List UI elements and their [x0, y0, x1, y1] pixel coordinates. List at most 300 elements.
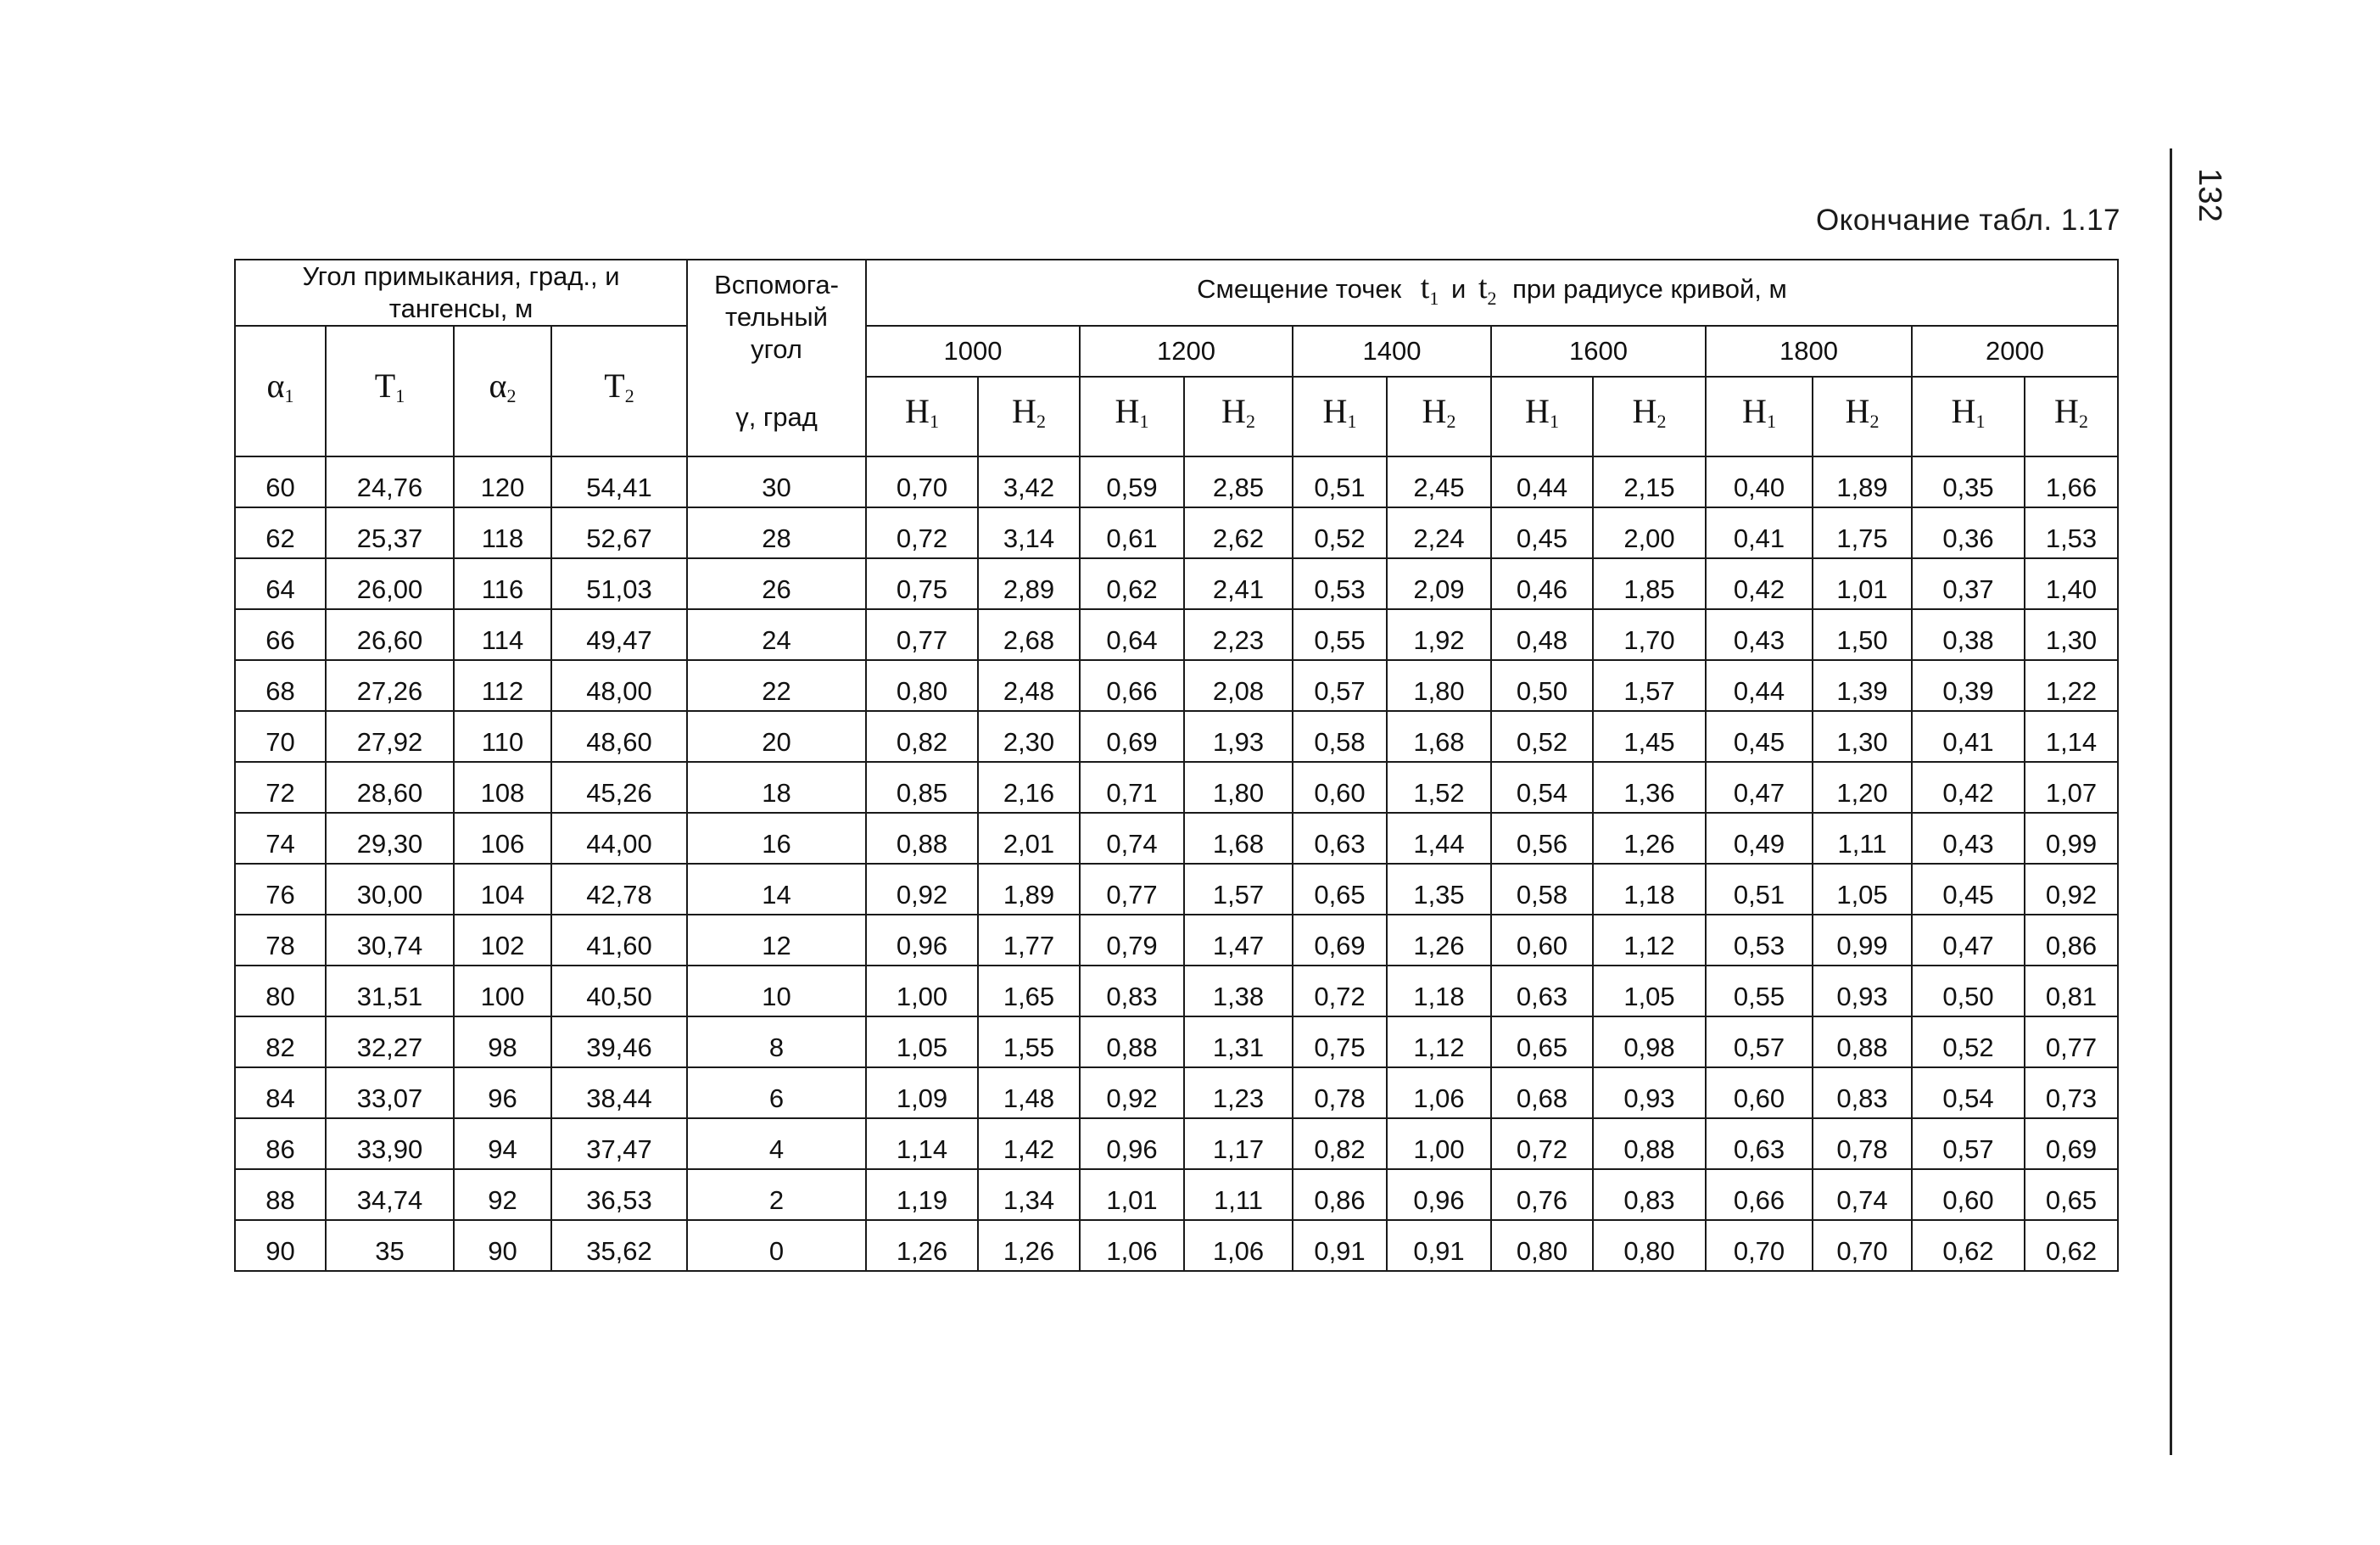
- col-symbol-1: $T_1$: [326, 326, 454, 456]
- table-cell: 32,27: [326, 1016, 454, 1067]
- table-cell: 2: [687, 1169, 866, 1220]
- table-cell: 3,14: [978, 507, 1080, 558]
- table-cell: 0,99: [1813, 915, 1912, 966]
- table-cell: 0,75: [866, 558, 978, 609]
- table-cell: 98: [454, 1016, 551, 1067]
- table-cell: 0,86: [2025, 915, 2118, 966]
- table-cell: 0,63: [1706, 1118, 1813, 1169]
- table-cell: 6: [687, 1067, 866, 1118]
- table-cell: 1,01: [1080, 1169, 1184, 1220]
- table-cell: 0,80: [1593, 1220, 1706, 1271]
- table-cell: 1,45: [1593, 711, 1706, 762]
- table-cell: 1,75: [1813, 507, 1912, 558]
- table-cell: 104: [454, 864, 551, 915]
- table-cell: 1,00: [1387, 1118, 1491, 1169]
- table-cell: 26,60: [326, 609, 454, 660]
- table-cell: 54,41: [551, 456, 687, 507]
- table-cell: 1,06: [1387, 1067, 1491, 1118]
- table-cell: 28: [687, 507, 866, 558]
- table-cell: 0,73: [2025, 1067, 2118, 1118]
- table-cell: 0,98: [1593, 1016, 1706, 1067]
- table-cell: 0,83: [1080, 966, 1184, 1016]
- table-cell: 0,88: [1593, 1118, 1706, 1169]
- table-cell: 30,74: [326, 915, 454, 966]
- table-row: [235, 558, 2118, 609]
- table-cell: 96: [454, 1067, 551, 1118]
- h1-header-4: $H_1$: [1706, 377, 1813, 456]
- table-cell: 0,66: [1080, 660, 1184, 711]
- table-cell: 42,78: [551, 864, 687, 915]
- table-cell: 2,23: [1184, 609, 1293, 660]
- table-cell: 51,03: [551, 558, 687, 609]
- table-cell: 70: [235, 711, 326, 762]
- table-cell: 1,92: [1387, 609, 1491, 660]
- table-cell: 48,00: [551, 660, 687, 711]
- table-cell: 0,59: [1080, 456, 1184, 507]
- table-cell: 1,18: [1387, 966, 1491, 1016]
- table-cell: 41,60: [551, 915, 687, 966]
- table-cell: 2,16: [978, 762, 1080, 813]
- table-cell: 26: [687, 558, 866, 609]
- table-cell: 0,65: [1293, 864, 1387, 915]
- table-cell: 0,62: [1912, 1220, 2025, 1271]
- table-cell: 30: [687, 456, 866, 507]
- table-cell: 18: [687, 762, 866, 813]
- table-cell: 1,06: [1184, 1220, 1293, 1271]
- table-cell: 37,47: [551, 1118, 687, 1169]
- table-cell: 38,44: [551, 1067, 687, 1118]
- table-cell: 0,43: [1706, 609, 1813, 660]
- table-cell: 114: [454, 609, 551, 660]
- table-cell: 1,70: [1593, 609, 1706, 660]
- table-cell: 106: [454, 813, 551, 864]
- table-cell: 1,05: [1813, 864, 1912, 915]
- table-cell: 1,34: [978, 1169, 1080, 1220]
- table-cell: 2,01: [978, 813, 1080, 864]
- table-cell: 2,62: [1184, 507, 1293, 558]
- table-cell: 0,99: [2025, 813, 2118, 864]
- offset-prefix: Смещение точек: [1197, 273, 1402, 304]
- table-cell: 26,00: [326, 558, 454, 609]
- table-cell: 0,56: [1491, 813, 1593, 864]
- table-cell: 0,47: [1912, 915, 2025, 966]
- table-cell: 0,78: [1813, 1118, 1912, 1169]
- radius-header-0: 1000: [866, 326, 1080, 377]
- table-cell: 0,88: [866, 813, 978, 864]
- right-margin-rule: [2170, 148, 2172, 1455]
- table-cell: 1,31: [1184, 1016, 1293, 1067]
- table-cell: 0,96: [866, 915, 978, 966]
- angle-group-header: Угол примыкания, град., и тангенсы, м: [235, 260, 687, 326]
- offset-suffix: при радиусе кривой, м: [1512, 273, 1787, 304]
- table-cell: 1,26: [1593, 813, 1706, 864]
- table-cell: 35: [326, 1220, 454, 1271]
- table-cell: 4: [687, 1118, 866, 1169]
- table-cell: 1,65: [978, 966, 1080, 1016]
- table-cell: 1,26: [866, 1220, 978, 1271]
- table-row: [235, 1016, 2118, 1067]
- table-cell: 1,18: [1593, 864, 1706, 915]
- table-cell: 1,20: [1813, 762, 1912, 813]
- table-cell: 60: [235, 456, 326, 507]
- table-row: [235, 711, 2118, 762]
- table-cell: 0,38: [1912, 609, 2025, 660]
- table-cell: 0,44: [1491, 456, 1593, 507]
- table-cell: 1,55: [978, 1016, 1080, 1067]
- table-cell: 14: [687, 864, 866, 915]
- table-cell: 1,00: [866, 966, 978, 1016]
- table-cell: 16: [687, 813, 866, 864]
- table-cell: 108: [454, 762, 551, 813]
- table-cell: 0,96: [1387, 1169, 1491, 1220]
- t2-symbol: $t_2$: [1478, 269, 1497, 309]
- table-cell: 90: [235, 1220, 326, 1271]
- table-cell: 22: [687, 660, 866, 711]
- table-cell: 1,52: [1387, 762, 1491, 813]
- table-cell: 35,62: [551, 1220, 687, 1271]
- table-cell: 88: [235, 1169, 326, 1220]
- table-cell: 0,69: [2025, 1118, 2118, 1169]
- table-cell: 2,89: [978, 558, 1080, 609]
- table-cell: 1,42: [978, 1118, 1080, 1169]
- table-cell: 1,57: [1184, 864, 1293, 915]
- table-cell: 0,58: [1491, 864, 1593, 915]
- table-cell: 1,26: [1387, 915, 1491, 966]
- radius-header-1: 1200: [1080, 326, 1293, 377]
- table-cell: 1,89: [1813, 456, 1912, 507]
- table-cell: 86: [235, 1118, 326, 1169]
- table-cell: 0,88: [1813, 1016, 1912, 1067]
- table-cell: 49,47: [551, 609, 687, 660]
- table-cell: 40,50: [551, 966, 687, 1016]
- table-cell: 1,77: [978, 915, 1080, 966]
- table-cell: 27,26: [326, 660, 454, 711]
- table-cell: 0,43: [1912, 813, 2025, 864]
- table-cell: 1,14: [866, 1118, 978, 1169]
- table-cell: 0,42: [1912, 762, 2025, 813]
- aux-angle-header: [687, 260, 866, 456]
- table-cell: 1,17: [1184, 1118, 1293, 1169]
- table-cell: 0,65: [2025, 1169, 2118, 1220]
- table-row: [235, 966, 2118, 1016]
- h2-header-5: $H_2$: [2025, 377, 2118, 456]
- table-cell: 1,39: [1813, 660, 1912, 711]
- table-cell: 2,24: [1387, 507, 1491, 558]
- table-cell: 0,92: [2025, 864, 2118, 915]
- table-cell: 72: [235, 762, 326, 813]
- table-cell: 0,46: [1491, 558, 1593, 609]
- table-cell: 0,41: [1912, 711, 2025, 762]
- table-cell: 29,30: [326, 813, 454, 864]
- table-cell: 2,09: [1387, 558, 1491, 609]
- table-cell: 2,48: [978, 660, 1080, 711]
- table-cell: 36,53: [551, 1169, 687, 1220]
- table-cell: 0: [687, 1220, 866, 1271]
- table-cell: 44,00: [551, 813, 687, 864]
- table-cell: 0,66: [1706, 1169, 1813, 1220]
- table-cell: 76: [235, 864, 326, 915]
- table-cell: 0,51: [1293, 456, 1387, 507]
- table-cell: 0,77: [2025, 1016, 2118, 1067]
- table-cell: 118: [454, 507, 551, 558]
- table-cell: 0,57: [1293, 660, 1387, 711]
- table-cell: 0,60: [1491, 915, 1593, 966]
- table-cell: 0,54: [1491, 762, 1593, 813]
- table-cell: 0,60: [1293, 762, 1387, 813]
- table-cell: 92: [454, 1169, 551, 1220]
- table-cell: 0,82: [866, 711, 978, 762]
- table-cell: 1,40: [2025, 558, 2118, 609]
- table-cell: 68: [235, 660, 326, 711]
- table-cell: 31,51: [326, 966, 454, 1016]
- t1-symbol: $t_1$: [1420, 269, 1439, 309]
- radius-header-4: 1800: [1706, 326, 1912, 377]
- table-cell: 0,69: [1293, 915, 1387, 966]
- table-cell: 20: [687, 711, 866, 762]
- table-cell: 1,30: [1813, 711, 1912, 762]
- table-cell: 120: [454, 456, 551, 507]
- table-cell: 48,60: [551, 711, 687, 762]
- table-cell: 1,23: [1184, 1067, 1293, 1118]
- table-cell: 0,92: [1080, 1067, 1184, 1118]
- table-cell: 80: [235, 966, 326, 1016]
- table-cell: 0,63: [1293, 813, 1387, 864]
- table-cell: 0,83: [1813, 1067, 1912, 1118]
- table-cell: 25,37: [326, 507, 454, 558]
- table-cell: 45,26: [551, 762, 687, 813]
- table-cell: 0,53: [1293, 558, 1387, 609]
- table-cell: 0,96: [1080, 1118, 1184, 1169]
- table-cell: 0,51: [1706, 864, 1813, 915]
- table-cell: 0,93: [1813, 966, 1912, 1016]
- table-cell: 24: [687, 609, 866, 660]
- table-cell: 0,68: [1491, 1067, 1593, 1118]
- h1-header-2: $H_1$: [1293, 377, 1387, 456]
- h1-header-5: $H_1$: [1912, 377, 2025, 456]
- col-symbol-3: $T_2$: [551, 326, 687, 456]
- table-row: [235, 762, 2118, 813]
- table-cell: 8: [687, 1016, 866, 1067]
- table-cell: 0,55: [1706, 966, 1813, 1016]
- table-cell: 0,72: [866, 507, 978, 558]
- table-cell: 0,74: [1813, 1169, 1912, 1220]
- table-caption: Окончание табл. 1.17: [1815, 204, 2120, 237]
- table-cell: 0,70: [1813, 1220, 1912, 1271]
- table-cell: 0,83: [1593, 1169, 1706, 1220]
- col-symbol-0: $\alpha_1$: [235, 326, 326, 456]
- table-cell: 0,85: [866, 762, 978, 813]
- table-cell: 0,45: [1706, 711, 1813, 762]
- table-cell: 84: [235, 1067, 326, 1118]
- table-cell: 0,61: [1080, 507, 1184, 558]
- table-cell: 3,42: [978, 456, 1080, 507]
- table-cell: 0,36: [1912, 507, 2025, 558]
- table-cell: 66: [235, 609, 326, 660]
- data-table: [234, 259, 2119, 1272]
- table-row: [235, 813, 2118, 864]
- table-cell: 0,65: [1491, 1016, 1593, 1067]
- radius-header-2: 1400: [1293, 326, 1491, 377]
- table-cell: 90: [454, 1220, 551, 1271]
- table-cell: 1,48: [978, 1067, 1080, 1118]
- table-header: [235, 260, 2118, 456]
- table-cell: 1,22: [2025, 660, 2118, 711]
- table-cell: 112: [454, 660, 551, 711]
- table-cell: 0,57: [1912, 1118, 2025, 1169]
- table-cell: 0,81: [2025, 966, 2118, 1016]
- table-cell: 2,68: [978, 609, 1080, 660]
- table-cell: 0,80: [866, 660, 978, 711]
- table-cell: 27,92: [326, 711, 454, 762]
- col-symbol-2: $\alpha_2$: [454, 326, 551, 456]
- table-cell: 0,50: [1912, 966, 2025, 1016]
- table-cell: 0,63: [1491, 966, 1593, 1016]
- table-cell: 0,40: [1706, 456, 1813, 507]
- table-cell: 0,70: [866, 456, 978, 507]
- table-cell: 0,72: [1293, 966, 1387, 1016]
- table-cell: 2,41: [1184, 558, 1293, 609]
- table-cell: 0,69: [1080, 711, 1184, 762]
- table-cell: 0,60: [1706, 1067, 1813, 1118]
- offset-and: и: [1450, 273, 1467, 304]
- table-cell: 2,30: [978, 711, 1080, 762]
- table-cell: 2,08: [1184, 660, 1293, 711]
- table-cell: 0,80: [1491, 1220, 1593, 1271]
- table-cell: 1,05: [1593, 966, 1706, 1016]
- table-cell: 1,57: [1593, 660, 1706, 711]
- table-cell: 2,45: [1387, 456, 1491, 507]
- table-cell: 0,52: [1491, 711, 1593, 762]
- table-cell: 2,85: [1184, 456, 1293, 507]
- table-cell: 0,45: [1491, 507, 1593, 558]
- table-cell: 1,12: [1593, 915, 1706, 966]
- table-cell: 1,11: [1184, 1169, 1293, 1220]
- table-cell: 0,91: [1293, 1220, 1387, 1271]
- table-row: [235, 1169, 2118, 1220]
- table-cell: 0,86: [1293, 1169, 1387, 1220]
- table-cell: 0,52: [1293, 507, 1387, 558]
- aux-angle-label: Вспомога-тельный угол: [714, 270, 839, 364]
- table-row: [235, 507, 2118, 558]
- table-cell: 102: [454, 915, 551, 966]
- table-cell: 1,09: [866, 1067, 978, 1118]
- table-cell: 0,39: [1912, 660, 2025, 711]
- table-cell: 39,46: [551, 1016, 687, 1067]
- table-cell: 1,07: [2025, 762, 2118, 813]
- table-cell: 94: [454, 1118, 551, 1169]
- table-cell: 33,90: [326, 1118, 454, 1169]
- table-cell: 1,80: [1184, 762, 1293, 813]
- table-cell: 0,71: [1080, 762, 1184, 813]
- table-cell: 34,74: [326, 1169, 454, 1220]
- table-cell: 24,76: [326, 456, 454, 507]
- table-row: [235, 1067, 2118, 1118]
- table-cell: 1,14: [2025, 711, 2118, 762]
- table-cell: 116: [454, 558, 551, 609]
- h2-header-4: $H_2$: [1813, 377, 1912, 456]
- table-cell: 0,88: [1080, 1016, 1184, 1067]
- table-cell: 0,47: [1706, 762, 1813, 813]
- table-cell: 1,47: [1184, 915, 1293, 966]
- table-cell: 0,35: [1912, 456, 2025, 507]
- table-cell: 0,55: [1293, 609, 1387, 660]
- table-cell: 0,76: [1491, 1169, 1593, 1220]
- table-cell: 0,50: [1491, 660, 1593, 711]
- table-cell: 10: [687, 966, 866, 1016]
- table-cell: 1,85: [1593, 558, 1706, 609]
- h1-header-0: $H_1$: [866, 377, 978, 456]
- table-cell: 74: [235, 813, 326, 864]
- table-cell: 1,66: [2025, 456, 2118, 507]
- table-cell: 33,07: [326, 1067, 454, 1118]
- table-cell: 64: [235, 558, 326, 609]
- table-cell: 0,62: [1080, 558, 1184, 609]
- table-cell: 1,36: [1593, 762, 1706, 813]
- table-cell: 0,70: [1706, 1220, 1813, 1271]
- table-cell: 0,42: [1706, 558, 1813, 609]
- table-cell: 1,30: [2025, 609, 2118, 660]
- table-row: [235, 609, 2118, 660]
- table-cell: 0,41: [1706, 507, 1813, 558]
- h2-header-3: $H_2$: [1593, 377, 1706, 456]
- table-cell: 0,53: [1706, 915, 1813, 966]
- table-cell: 110: [454, 711, 551, 762]
- h2-header-1: $H_2$: [1184, 377, 1293, 456]
- table-cell: 0,49: [1706, 813, 1813, 864]
- table-cell: 30,00: [326, 864, 454, 915]
- table-cell: 0,77: [1080, 864, 1184, 915]
- table-cell: 82: [235, 1016, 326, 1067]
- table-cell: 1,44: [1387, 813, 1491, 864]
- table-cell: 0,74: [1080, 813, 1184, 864]
- table-cell: 62: [235, 507, 326, 558]
- table-cell: 1,35: [1387, 864, 1491, 915]
- aux-angle-unit: γ, град: [735, 402, 818, 432]
- table-cell: 0,60: [1912, 1169, 2025, 1220]
- table-cell: 0,54: [1912, 1067, 2025, 1118]
- table-cell: 1,50: [1813, 609, 1912, 660]
- page-number: 132: [2192, 168, 2227, 222]
- table-cell: 1,89: [978, 864, 1080, 915]
- table-cell: 2,00: [1593, 507, 1706, 558]
- table-cell: 0,82: [1293, 1118, 1387, 1169]
- radius-header-5: 2000: [1912, 326, 2118, 377]
- table-cell: 0,62: [2025, 1220, 2118, 1271]
- table-cell: 0,72: [1491, 1118, 1593, 1169]
- table-row: [235, 1118, 2118, 1169]
- table-cell: 0,52: [1912, 1016, 2025, 1067]
- table-cell: 1,06: [1080, 1220, 1184, 1271]
- table-cell: 0,57: [1706, 1016, 1813, 1067]
- table-cell: 12: [687, 915, 866, 966]
- table-cell: 1,68: [1184, 813, 1293, 864]
- table-cell: 0,37: [1912, 558, 2025, 609]
- table-cell: 0,93: [1593, 1067, 1706, 1118]
- table-cell: 0,78: [1293, 1067, 1387, 1118]
- table-cell: 0,58: [1293, 711, 1387, 762]
- table-row: [235, 660, 2118, 711]
- table-cell: 1,93: [1184, 711, 1293, 762]
- table-cell: 0,79: [1080, 915, 1184, 966]
- table-cell: 78: [235, 915, 326, 966]
- h1-header-3: $H_1$: [1491, 377, 1593, 456]
- table-cell: 0,44: [1706, 660, 1813, 711]
- table-cell: 2,15: [1593, 456, 1706, 507]
- table-cell: 1,11: [1813, 813, 1912, 864]
- table-cell: 1,80: [1387, 660, 1491, 711]
- offset-header: [866, 260, 2118, 326]
- table-cell: 1,53: [2025, 507, 2118, 558]
